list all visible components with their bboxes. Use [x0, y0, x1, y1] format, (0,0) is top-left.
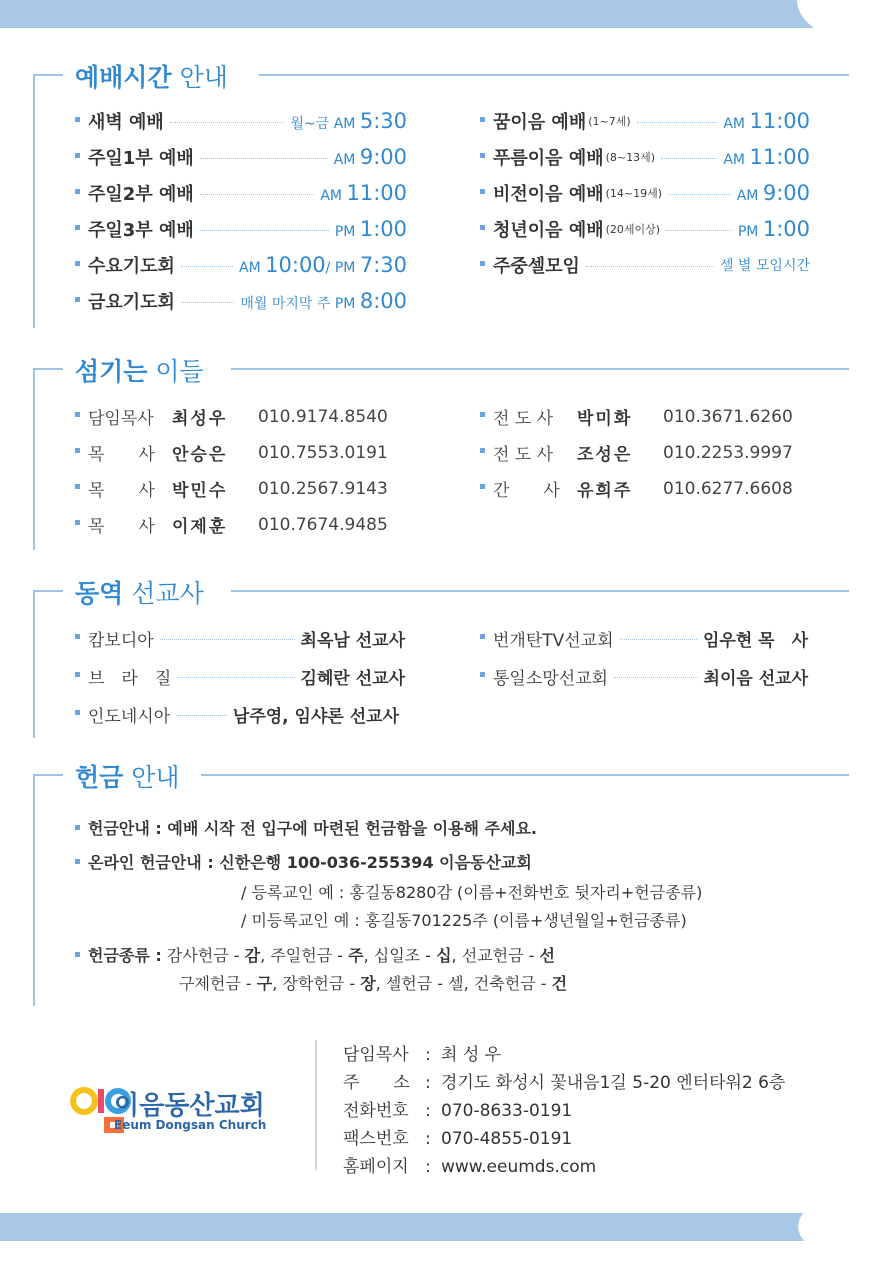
staff-row — [480, 440, 793, 465]
section-title: 헌금 안내 — [75, 763, 180, 792]
worship-row — [75, 252, 407, 278]
worship-time: AM 11:00 — [723, 145, 810, 169]
church-info-row: 팩스번호 : 070-4855-0191 — [343, 1124, 572, 1149]
missionary-name: 최옥남 선교사 — [300, 631, 405, 651]
offering-kinds-line1: 헌금종류 : 감사헌금 - 감, 주일헌금 - 주, 십일조 - 십, 선교헌금 - 선 — [75, 943, 555, 966]
worship-time: 셀 별 모임시간 — [719, 258, 810, 274]
worship-row — [480, 144, 810, 170]
staff-row — [480, 476, 793, 501]
worship-header — [33, 58, 849, 94]
worship-time: AM 11:00 — [723, 109, 810, 133]
worship-label: 주일3부 예배 — [88, 220, 194, 241]
top-band — [0, 0, 877, 28]
worship-time: AM 9:00 — [333, 145, 407, 169]
info-value: 경기도 화성시 꽃내음1길 5-20 엔터타워2 6층 — [441, 1073, 786, 1093]
info-key: 담임목사 — [343, 1045, 409, 1065]
missionary-name: 임우현 목 사 — [702, 631, 808, 651]
info-key: 전화번호 — [343, 1101, 409, 1121]
offering-line: 헌금안내 : 예배 시작 전 입구에 마련된 헌금함을 이용해 주세요. — [75, 816, 537, 839]
worship-label: 비전이음 예배 — [493, 184, 604, 205]
worship-label: 주일2부 예배 — [88, 184, 194, 205]
section-title: 섬기는 이들 — [75, 357, 204, 386]
worship-label: 꿈이음 예배 — [493, 112, 587, 133]
staff-role: 목 사 — [88, 517, 155, 537]
worship-label: 주중셀모임 — [493, 256, 580, 277]
worship-row — [75, 216, 407, 242]
staff-phone: 010.2253.9997 — [663, 442, 793, 463]
worship-row — [75, 288, 407, 314]
missionary-name: 남주영, 임샤론 선교사 — [232, 707, 399, 727]
church-name-en: Eeum Dongsan Church — [114, 1118, 267, 1132]
worship-time: AM 11:00 — [320, 181, 407, 205]
church-info-row: 주 소 : 경기도 화성시 꽃내음1길 5-20 엔터타워2 6층 — [343, 1068, 785, 1093]
missionary-name: 최이음 선교사 — [703, 669, 808, 689]
bottom-band — [0, 1213, 877, 1241]
staff-row — [480, 404, 793, 429]
mission-place: 캄보디아 — [88, 631, 154, 651]
worship-time: AM 9:00 — [736, 181, 810, 205]
info-key: 홈페이지 — [343, 1157, 409, 1177]
staff-role: 전 도 사 — [493, 409, 554, 429]
staff-role: 전 도 사 — [493, 445, 554, 465]
missionary-name: 김혜란 선교사 — [300, 669, 405, 689]
staff-phone: 010.6277.6608 — [663, 478, 793, 499]
info-key: 주 소 — [343, 1073, 410, 1093]
staff-role: 목 사 — [88, 445, 155, 465]
offering-example-unregistered: / 미등록교인 예 : 홍길동701225주 (이름+생년월일+헌금종류) — [241, 911, 687, 930]
staff-row — [75, 512, 388, 537]
staff-header — [33, 352, 849, 388]
worship-age: (1~7세) — [588, 115, 631, 128]
mission-place: 인도네시아 — [88, 707, 171, 727]
worship-age: (14~19세) — [605, 187, 663, 200]
worship-row — [480, 216, 810, 242]
staff-phone: 010.7553.0191 — [258, 442, 388, 463]
worship-time: PM 1:00 — [737, 217, 810, 241]
worship-time: AM 10:00/ PM 7:30 — [239, 253, 407, 277]
mission-place: 통일소망선교회 — [493, 669, 608, 689]
info-value: 최 성 우 — [441, 1045, 502, 1065]
info-key: 팩스번호 — [343, 1129, 409, 1149]
staff-name: 유희주 — [577, 481, 633, 501]
mission-place: 브 라 질 — [88, 669, 172, 689]
staff-name: 박민수 — [172, 481, 228, 501]
worship-age: (8~13세) — [605, 151, 656, 164]
staff-name: 안승은 — [172, 445, 228, 465]
worship-label: 새벽 예배 — [88, 112, 164, 133]
church-info-row: 홈페이지 : www.eeumds.com — [343, 1152, 596, 1177]
staff-row — [75, 476, 388, 501]
staff-phone: 010.3671.6260 — [663, 406, 793, 427]
worship-section — [33, 58, 849, 328]
missionary-row — [75, 664, 405, 689]
offering-section — [33, 758, 849, 1008]
staff-role: 간 사 — [493, 481, 560, 501]
worship-row — [75, 180, 407, 206]
worship-row — [75, 108, 407, 134]
worship-label: 주일1부 예배 — [88, 148, 194, 169]
missionary-row — [75, 702, 399, 727]
worship-time: 매월 마지막 주 PM 8:00 — [240, 289, 407, 313]
online-offering-line: 온라인 헌금안내 : 신한은행 100-036-255394 이음동산교회 — [75, 850, 532, 873]
church-name: 이음동산교회 — [114, 1091, 265, 1121]
missionary-row — [480, 664, 808, 689]
missionary-row — [75, 626, 405, 651]
staff-row — [75, 404, 388, 429]
worship-label: 청년이음 예배 — [493, 220, 604, 241]
offering-header — [33, 758, 849, 794]
info-value: www.eeumds.com — [441, 1157, 597, 1177]
info-value: 070-8633-0191 — [441, 1101, 573, 1121]
worship-time: 월~금 AM 5:30 — [290, 109, 407, 133]
staff-row — [75, 440, 388, 465]
section-title: 예배시간 안내 — [75, 63, 228, 92]
missions-section — [33, 574, 849, 739]
worship-row — [480, 180, 810, 206]
staff-section — [33, 352, 849, 552]
mission-place: 번개탄TV선교회 — [493, 631, 614, 651]
footer-divider — [315, 1040, 317, 1170]
church-info-row: 전화번호 : 070-8633-0191 — [343, 1096, 572, 1121]
info-value: 070-4855-0191 — [441, 1129, 573, 1149]
missions-header — [33, 574, 849, 610]
worship-row — [480, 108, 810, 134]
worship-label: 푸름이음 예배 — [493, 148, 604, 169]
worship-age: (20세이상) — [605, 223, 661, 236]
staff-name: 조성은 — [577, 445, 633, 465]
worship-time: PM 1:00 — [334, 217, 407, 241]
staff-phone: 010.9174.8540 — [258, 406, 388, 427]
offering-kinds-line2: 구제헌금 - 구, 장학헌금 - 장, 셀헌금 - 셀, 건축헌금 - 건 — [179, 974, 568, 993]
staff-name: 이제훈 — [172, 517, 228, 537]
staff-name: 박미화 — [577, 409, 633, 429]
staff-phone: 010.2567.9143 — [258, 478, 388, 499]
offering-example-registered: / 등록교인 예 : 홍길동8280감 (이름+전화번호 뒷자리+헌금종류) — [241, 883, 703, 902]
missionary-row — [480, 626, 808, 651]
worship-row — [480, 252, 810, 278]
staff-phone: 010.7674.9485 — [258, 514, 388, 535]
staff-name: 최성우 — [172, 409, 228, 429]
staff-role: 목 사 — [88, 481, 155, 501]
church-info-row: 담임목사 : 최 성 우 — [343, 1040, 501, 1065]
worship-label: 수요기도회 — [88, 256, 175, 277]
worship-row — [75, 144, 407, 170]
section-title: 동역 선교사 — [75, 579, 204, 608]
worship-label: 금요기도회 — [88, 292, 175, 313]
staff-role: 담임목사 — [88, 409, 154, 429]
